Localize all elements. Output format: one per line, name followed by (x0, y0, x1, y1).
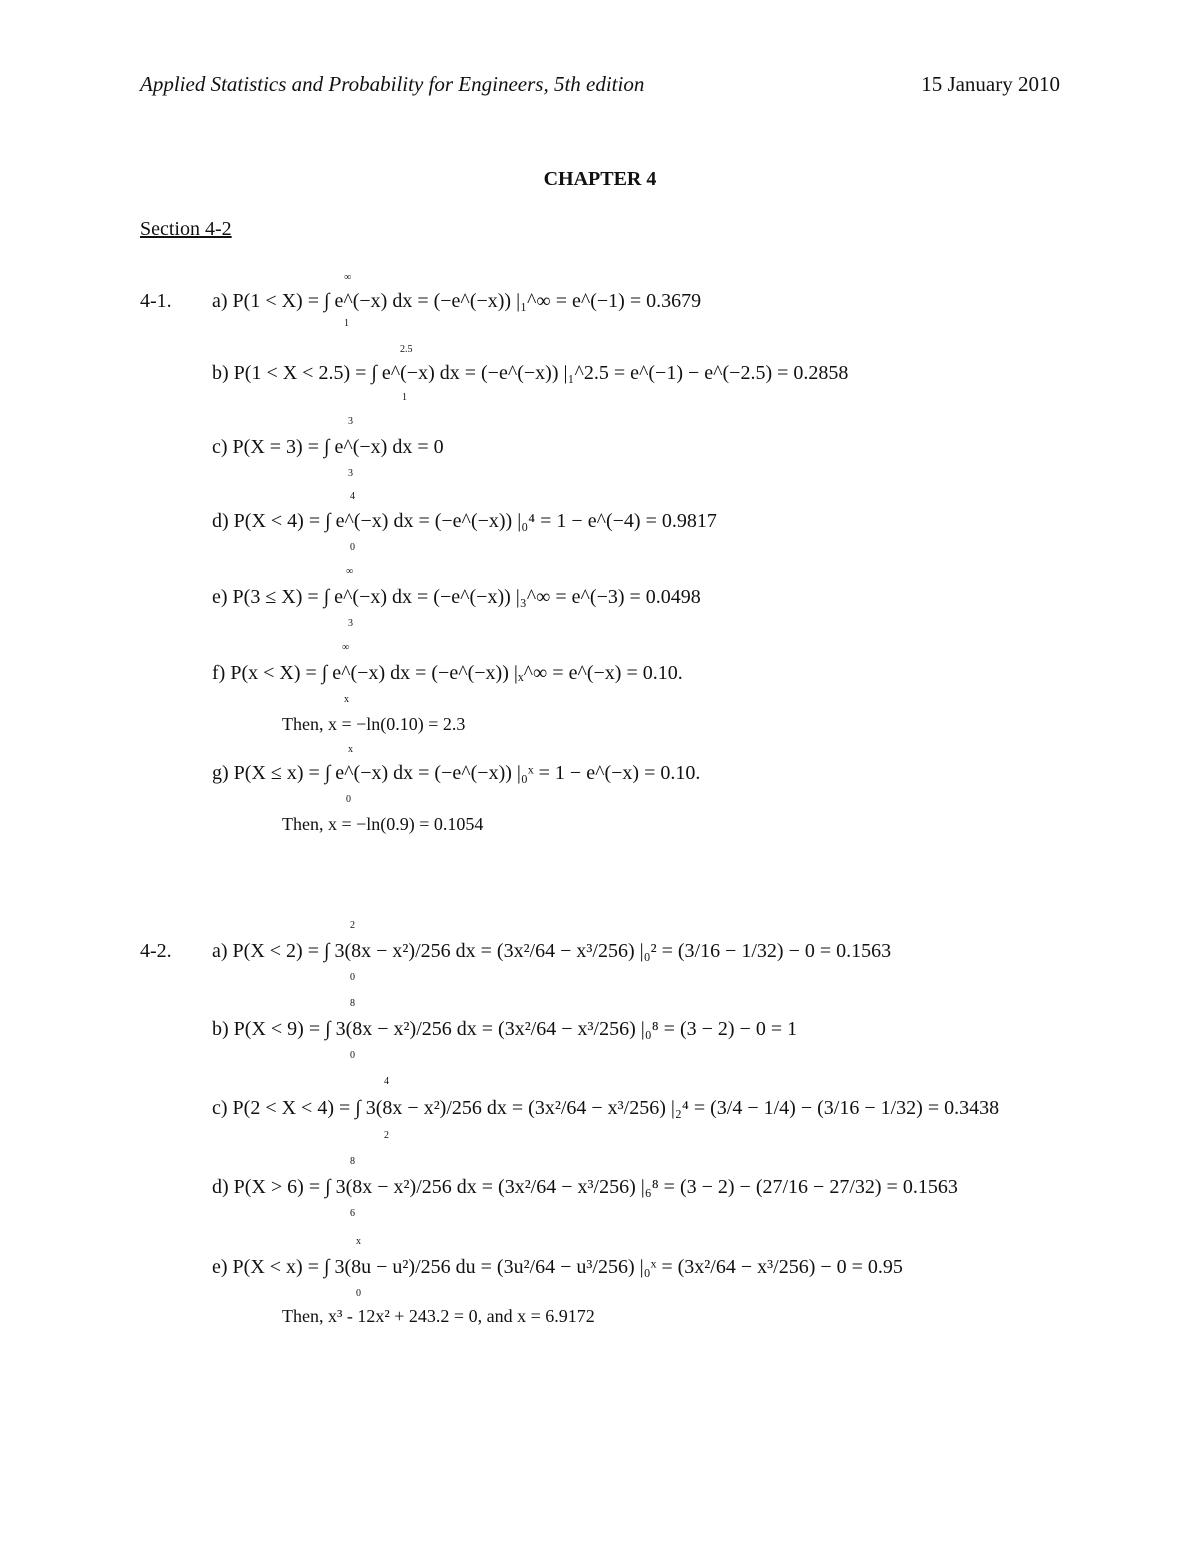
part-label: d) (212, 510, 229, 532)
part-label: e) (212, 1256, 228, 1278)
problem-4-1-part-g (212, 760, 700, 786)
part-label: c) (212, 436, 228, 458)
chapter-title: CHAPTER 4 (543, 168, 657, 190)
problem-4-1-part-e (212, 584, 701, 610)
part-label: b) (212, 362, 229, 384)
part-label: g) (212, 762, 229, 784)
equation: P(3 ≤ X) = ∫ e^(−x) dx = (−e^(−x)) |₃^∞ = e^(−3) = 0.0498 (232, 586, 701, 608)
integral-lower-limit: 3 (348, 468, 353, 479)
equation: P(1 < X) = ∫ e^(−x) dx = (−e^(−x)) |₁^∞ = e^(−1) = 0.3679 (232, 290, 702, 312)
equation: P(X > 6) = ∫ 3(8x − x²)/256 dx = (3x²/64 − x³/256) |₆⁸ = (3 − 2) − (27/16 − 27/32) = 0.1563 (233, 1176, 958, 1198)
part-label: d) (212, 1176, 229, 1198)
integral-upper-limit: 4 (384, 1076, 389, 1087)
problem-4-2-part-c (212, 1095, 999, 1121)
integral-upper-limit: 2 (350, 920, 355, 931)
integral-upper-limit: x (356, 1236, 361, 1247)
problem-4-1-part-b (212, 360, 848, 386)
equation: P(x < X) = ∫ e^(−x) dx = (−e^(−x)) |ₓ^∞ = e^(−x) = 0.10. (230, 662, 683, 684)
integral-lower-limit: 0 (350, 1050, 355, 1061)
integral-lower-limit: x (344, 694, 349, 705)
integral-lower-limit: 0 (350, 972, 355, 983)
problem-4-1-part-a (212, 288, 701, 314)
integral-lower-limit: 0 (346, 794, 351, 805)
problem-4-1-part-d (212, 508, 717, 534)
integral-lower-limit: 6 (350, 1208, 355, 1219)
section-heading: Section 4-2 (140, 218, 232, 240)
problem-4-2-part-b (212, 1016, 797, 1042)
integral-lower-limit: 2 (384, 1130, 389, 1141)
part-label: f) (212, 662, 226, 684)
equation: P(X < 9) = ∫ 3(8x − x²)/256 dx = (3x²/64 − x³/256) |₀⁸ = (3 − 2) − 0 = 1 (233, 1018, 798, 1040)
part-label: e) (212, 586, 228, 608)
equation: P(2 < X < 4) = ∫ 3(8x − x²)/256 dx = (3x²/64 − x³/256) |₂⁴ = (3/4 − 1/4) − (3/16 − 1/32) = 0.3438 (232, 1097, 1000, 1119)
integral-upper-limit: x (348, 744, 353, 755)
problem-4-2-part-a (212, 938, 891, 964)
integral-lower-limit: 3 (348, 618, 353, 629)
part-label: a) (212, 940, 228, 962)
problem-4-1-part-c (212, 434, 444, 460)
equation: P(X < 2) = ∫ 3(8x − x²)/256 dx = (3x²/64 − x³/256) |₀² = (3/16 − 1/32) − 0 = 0.1563 (232, 940, 892, 962)
header-title: Applied Statistics and Probability for Engineers, 5th edition (140, 72, 645, 96)
problem-number: 4-1. (140, 290, 172, 312)
integral-lower-limit: 1 (402, 392, 407, 403)
integral-upper-limit: 4 (350, 491, 355, 502)
integral-upper-limit: 8 (350, 998, 355, 1009)
part-label: b) (212, 1018, 229, 1040)
equation: P(X < 4) = ∫ e^(−x) dx = (−e^(−x)) |₀⁴ = 1 − e^(−4) = 0.9817 (233, 510, 717, 532)
equation: P(X = 3) = ∫ e^(−x) dx = 0 (232, 436, 444, 458)
integral-upper-limit: 8 (350, 1156, 355, 1167)
equation: P(1 < X < 2.5) = ∫ e^(−x) dx = (−e^(−x)) |₁^2.5 = e^(−1) − e^(−2.5) = 0.2858 (233, 362, 849, 384)
solution-note: Then, x = −ln(0.9) = 0.1054 (282, 814, 484, 834)
integral-lower-limit: 0 (350, 542, 355, 553)
problem-number: 4-2. (140, 940, 172, 962)
equation: P(X ≤ x) = ∫ e^(−x) dx = (−e^(−x)) |₀ˣ = 1 − e^(−x) = 0.10. (233, 762, 701, 784)
integral-lower-limit: 1 (344, 318, 349, 329)
part-label: a) (212, 290, 228, 312)
header-date: 15 January 2010 (921, 72, 1060, 96)
equation: P(X < x) = ∫ 3(8u − u²)/256 du = (3u²/64 − u³/256) |₀ˣ = (3x²/64 − x³/256) − 0 = 0.95 (232, 1256, 903, 1278)
integral-upper-limit: ∞ (344, 272, 352, 283)
solution-note: Then, x³ - 12x² + 243.2 = 0, and x = 6.9172 (282, 1306, 595, 1326)
problem-4-1-part-f (212, 660, 683, 686)
integral-upper-limit: 3 (348, 416, 353, 427)
integral-upper-limit: 2.5 (400, 344, 413, 355)
integral-upper-limit: ∞ (346, 566, 354, 577)
integral-lower-limit: 0 (356, 1288, 361, 1299)
integral-upper-limit: ∞ (342, 642, 350, 653)
problem-4-2-part-d (212, 1174, 958, 1200)
part-label: c) (212, 1097, 228, 1119)
problem-4-2-part-e (212, 1254, 903, 1280)
solution-note: Then, x = −ln(0.10) = 2.3 (282, 714, 466, 734)
